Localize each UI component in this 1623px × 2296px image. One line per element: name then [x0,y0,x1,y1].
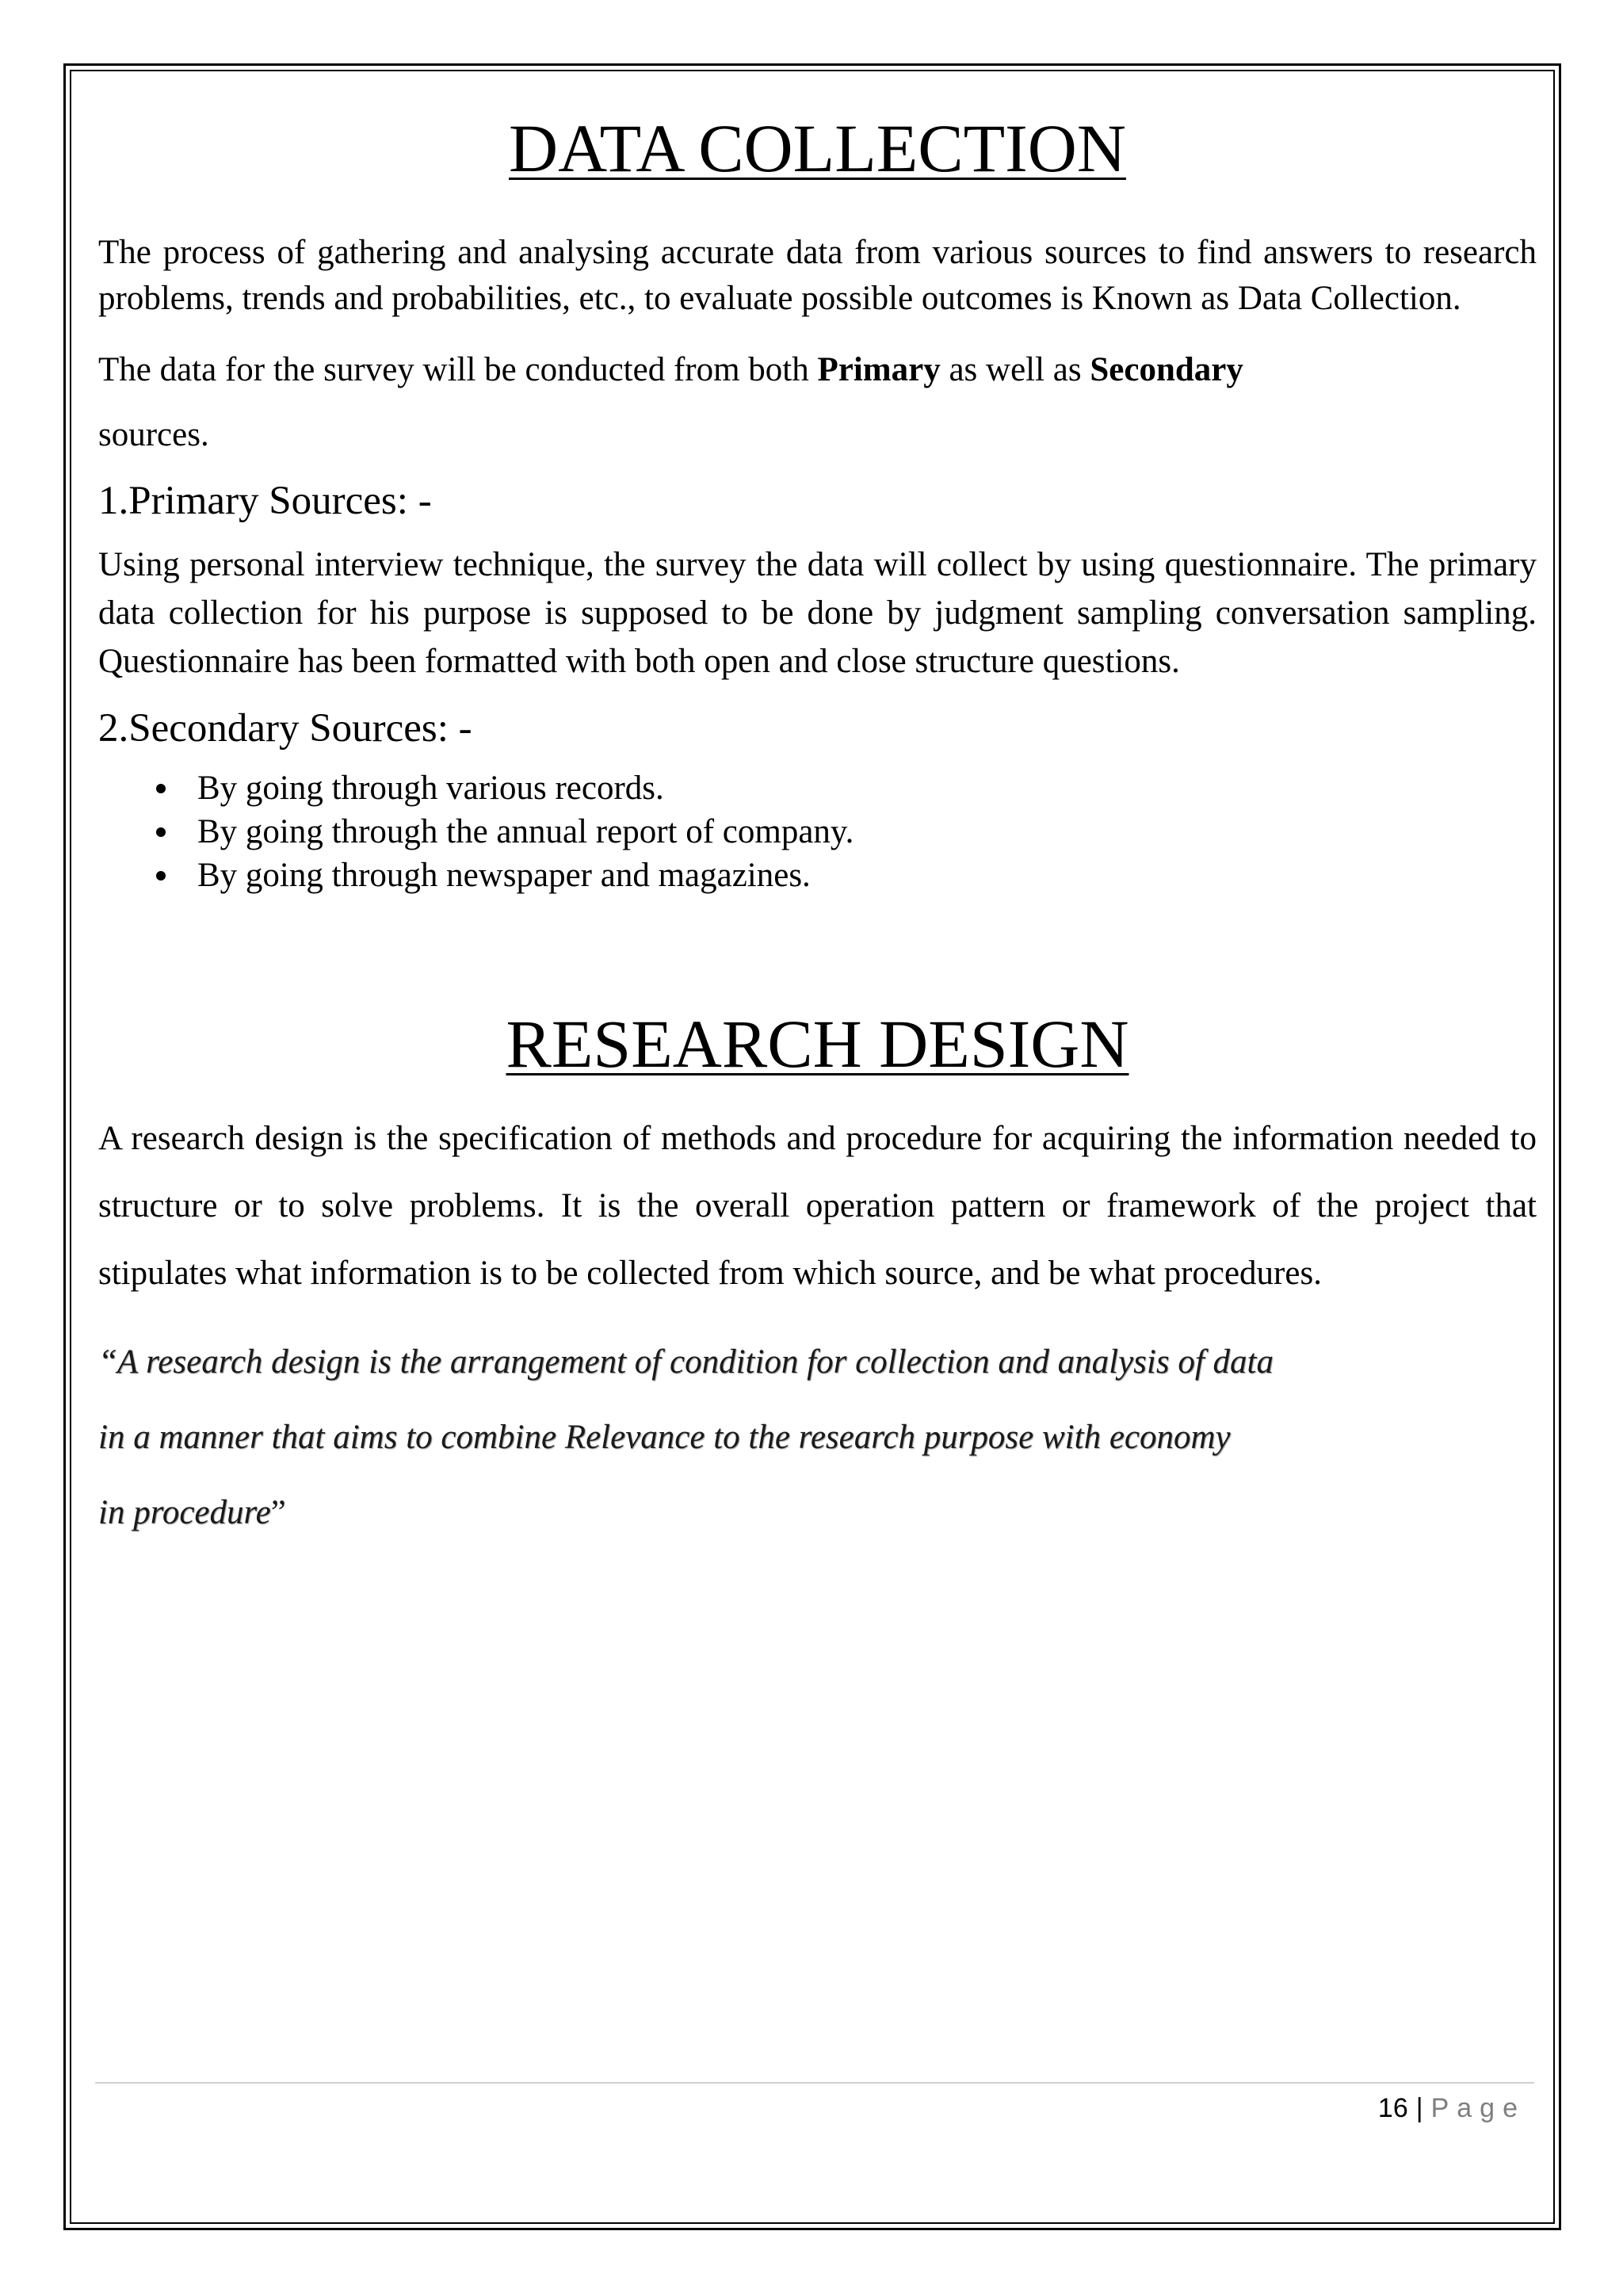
research-design-text: A research design is the specification of methods and procedure for acquiring the information needed to structure or to solve problems. It is the overall operation pattern or framework of the project that stipulates what information is to be collected from which source, and be what procedures. [98,1120,1537,1292]
quote-line-2: in a manner that aims to combine Relevance to the research purpose with economy [98,1419,1231,1456]
survey-middle: as well as [940,351,1090,388]
primary-sources-heading: 1.Primary Sources: - [98,479,432,523]
data-collection-intro: The process of gathering and analysing accurate data from various sources to find answers to research problems, trends and probabilities, etc., to evaluate possible outcomes is Known as Data Collection. [98,234,1537,317]
bullet-icon [156,827,166,837]
secondary-sources-heading: 2.Secondary Sources: - [98,706,472,751]
survey-prefix: The data for the survey will be conducted from both [98,351,818,388]
page-number: 16 [1377,2093,1408,2123]
quote-line-3: in procedure” [98,1494,286,1531]
page-content [98,95,1537,1550]
secondary-sources-list [98,766,1537,897]
quote-close-mark: ” [270,1494,286,1531]
bullet-icon [156,871,166,881]
primary-sources-text: Using personal interview technique, the survey the data will collect by using questionnaire. The primary data collection for his purpose is supposed to be done by judgment sampling conversation sampling. Questionnaire has been formatted with both open and close structure questions. [98,546,1537,680]
survey-sources-suffix: sources. [98,416,209,453]
bullet-icon [156,784,166,793]
data-collection-title: DATA COLLECTION [509,110,1126,186]
research-design-quote [98,1324,1537,1550]
page-footer [1378,2091,1526,2126]
research-design-title: RESEARCH DESIGN [506,1006,1129,1082]
footer-separator: | [1415,2093,1423,2123]
quote-line-1: “A research design is the arrangement of condition for collection and analysis of data [98,1343,1274,1381]
secondary-keyword: Secondary [1090,351,1243,388]
list-item: By going through various records. [98,766,1537,810]
list-item: By going through newspaper and magazines. [98,854,1537,897]
primary-keyword: Primary [817,351,941,388]
list-item: By going through the annual report of company. [98,810,1537,854]
page-label: Page [1430,2093,1526,2123]
footer-divider [95,2082,1534,2084]
survey-sources-line [98,347,1537,393]
